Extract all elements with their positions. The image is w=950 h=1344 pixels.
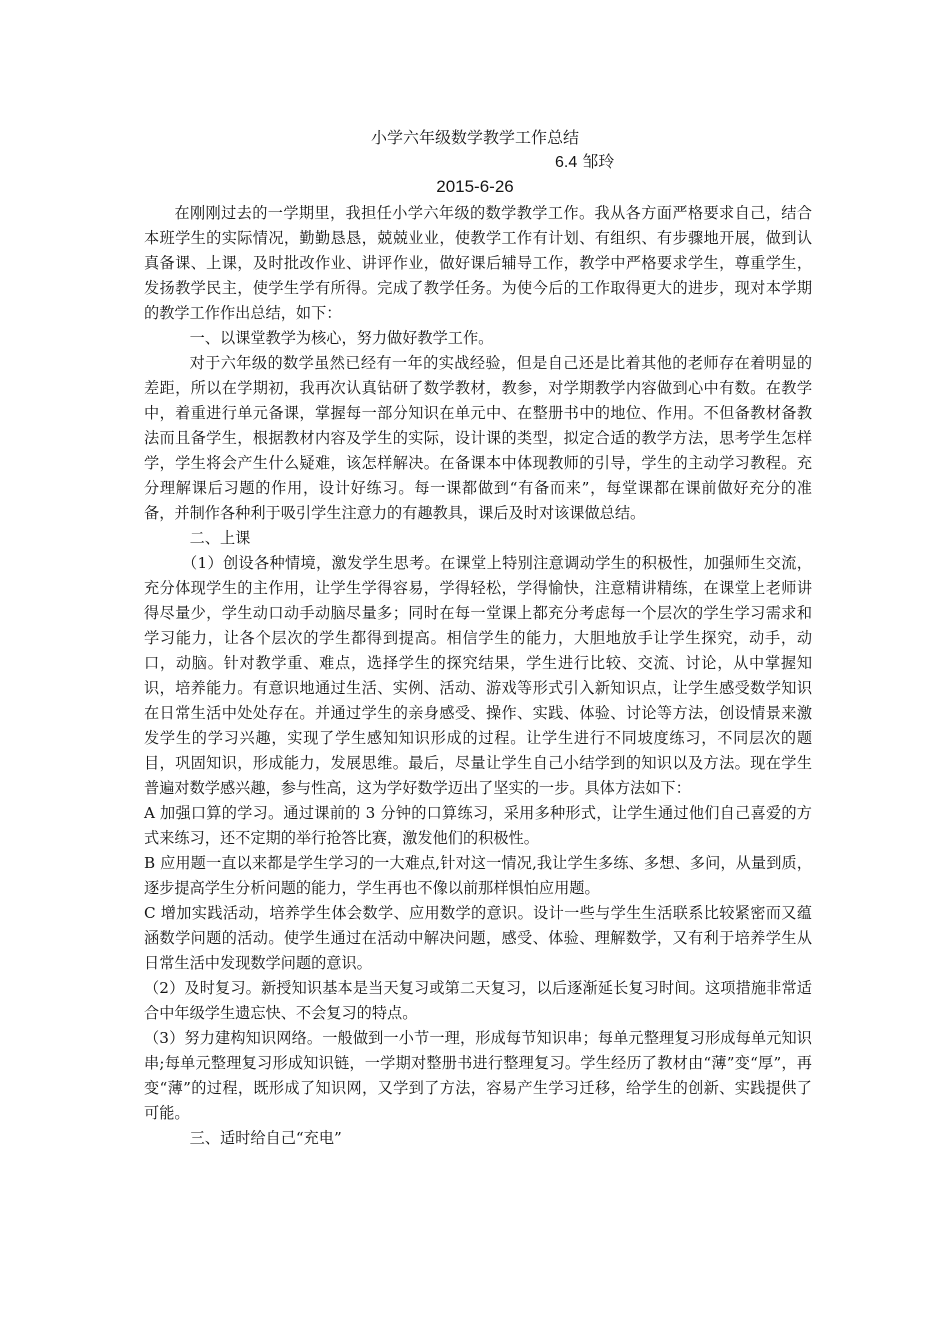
paragraph-method-c: C 增加实践活动，培养学生体会数学、应用数学的意识。设计一些与学生生活联系比较紧密而又蕴涵数学问题的活动。使学生通过在活动中解决问题，感受、体验、理解数学，又有利于培养学生从日常生活中发现数学问题的意识。 — [144, 904, 812, 972]
paragraph-knowledge-network: （3）努力建构知识网络。一般做到一小节一理，形成每节知识串；每单元整理复习形成每单元知识串;每单元整理复习形成知识链，一学期对整册书进行整理复习。学生经历了教材由“薄”变“厚”，再变“薄”的过程，既形成了知识网，又学到了方法，容易产生学习迁移，给学生的创新、实践提供了可能。 — [144, 1029, 812, 1122]
author-line — [555, 152, 614, 173]
document-body — [144, 201, 812, 1151]
document-date: 2015-6-26 — [436, 177, 514, 196]
section-heading-1: 一、以课堂教学为核心，努力做好教学工作。 — [189, 329, 494, 347]
author-class: 6.4 — [555, 154, 578, 171]
paragraph-lesson-prep: 对于六年级的数学虽然已经有一年的实战经验，但是自己还是比着其他的老师存在着明显的差距，所以在学期初，我再次认真钻研了数学教材，教参，对学期教学内容做到心中有数。在教学中，着重进行单元备课，掌握每一部分知识在单元中、在整册书中的地位、作用。不但备教材备教法而且备学生，根据教材内容及学生的实际，设计课的类型，拟定合适的教学方法，思考学生怎样学，学生将会产生什么疑难，该怎样解决。在备课本中体现教师的引导，学生的主动学习教程。充分理解课后习题的作用，设计好练习。每一课都做到“有备而来”，每堂课都在课前做好充分的准备，并制作各种利于吸引学生注意力的有趣教具，课后及时对该课做总结。 — [144, 354, 812, 522]
paragraph-method-b: B 应用题一直以来都是学生学习的一大难点,针对这一情况,我让学生多练、多想、多问，从量到质，逐步提高学生分析问题的能力，学生再也不像以前那样惧怕应用题。 — [144, 854, 812, 897]
paragraph-review: （2）及时复习。新授知识基本是当天复习或第二天复习，以后逐渐延长复习时间。这项措施非常适合中年级学生遗忘快、不会复习的特点。 — [144, 979, 812, 1022]
author-name: 邹玲 — [582, 152, 615, 171]
paragraph-method-a: A 加强口算的学习。通过课前的 3 分钟的口算练习，采用多种形式，让学生通过他们自己喜爱的方式来练习，还不定期的举行抢答比赛，激发他们的积极性。 — [144, 804, 812, 847]
intro-paragraph: 在刚刚过去的一学期里，我担任小学六年级的数学教学工作。我从各方面严格要求自己，结合本班学生的实际情况，勤勤恳恳，兢兢业业，使教学工作有计划、有组织、有步骤地开展，做到认真备课、上课，及时批改作业、讲评作业，做好课后辅导工作，教学中严格要求学生，尊重学生，发扬教学民主，使学生学有所得。完成了教学任务。为使今后的工作取得更大的进步，现对本学期的教学工作作出总结，如下： — [144, 204, 812, 322]
paragraph-classroom: （1）创设各种情境，激发学生思考。在课堂上特别注意调动学生的积极性，加强师生交流，充分体现学生的主作用，让学生学得容易，学得轻松，学得愉快，注意精讲精练，在课堂上老师讲得尽量少，学生动口动手动脑尽量多；同时在每一堂课上都充分考虑每一个层次的学生学习需求和学习能力，让各个层次的学生都得到提高。相信学生的能力，大胆地放手让学生探究，动手，动口，动脑。针对教学重、难点，选择学生的探究结果，学生进行比较、交流、讨论，从中掌握知识，培养能力。有意识地通过生活、实例、活动、游戏等形式引入新知识点，让学生感受数学知识在日常生活中处处存在。并通过学生的亲身感受、操作、实践、体验、讨论等方法，创设情景来激发学生的学习兴趣，实现了学生感知知识形成的过程。让学生进行不同坡度练习，不同层次的题目，巩固知识，形成能力，发展思维。最后，尽量让学生自己小结学到的知识以及方法。现在学生普遍对数学感兴趣，参与性高，这为学好数学迈出了坚实的一步。具体方法如下： — [144, 554, 812, 797]
document-title: 小学六年级数学教学工作总结 — [370, 128, 579, 147]
section-heading-2: 二、上课 — [189, 529, 251, 547]
section-heading-3: 三、适时给自己“充电” — [189, 1129, 342, 1147]
